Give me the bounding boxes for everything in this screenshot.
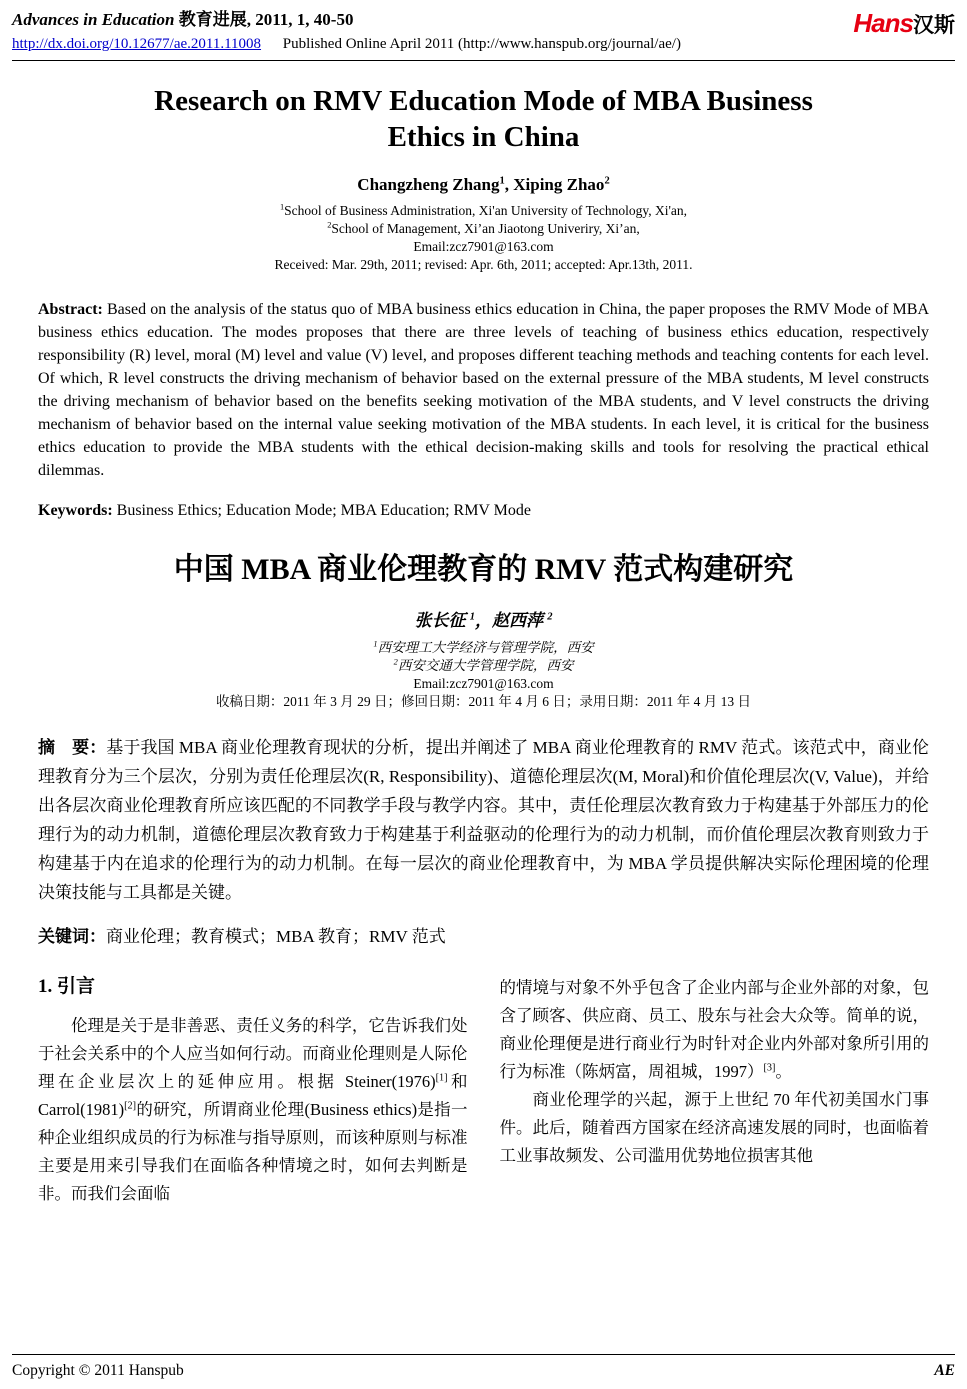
header-divider [12,60,955,61]
email-cn: Email:zcz7901@163.com [413,676,554,691]
right-column [500,974,930,1208]
doi-line [12,34,825,54]
affiliation-2-cn: $^2$西安交通大学管理学院，西安 [393,657,574,673]
abstract-cn [38,733,929,907]
keywords-label-cn: 关键词： [38,927,106,946]
keywords-label-en: Keywords: [38,502,113,519]
affiliation-2-en: $^2$School of Management, Xi’an Jiaotong Univeriry, Xi’an, [327,220,640,236]
section-1-heading: 1. 引言 [38,976,96,997]
abstract-label-en: Abstract: [38,301,103,318]
intro-paragraph-1-continued: 的情境与对象不外乎包含了企业内部与企业外部的对象，包含了顾客、供应商、员工、股东与社会大众等。简单的说，商业伦理便是进行商业行为时针对企业内外部对象所引用的行为标准（陈炳富，周祖城，1997）[3]。 [499,978,929,1081]
keywords-en [38,499,929,522]
affiliation-1-cn: $^1$西安理工大学经济与管理学院，西安 [373,639,594,655]
published-info: Published Online April 2011 (http://www.hanspub.org/journal/ae/) [282,36,681,52]
doi-link[interactable]: http://dx.doi.org/10.12677/ae.2011.11008 [12,36,262,52]
intro-paragraph-2: 商业伦理学的兴起，源于上世纪 70 年代初美国水门事件。此后，随着西方国家在经济高速发展的同时，也面临着工业事故频发、公司滥用优势地位损害其他 [499,1090,929,1165]
issue-info: , 2011, 1, 40-50 [246,10,354,29]
received-dates-cn: 收稿日期：2011 年 3 月 29 日；修回日期：2011 年 4 月 6 日；录用日期：2011 年 4 月 13 日 [215,694,752,709]
abstract-text-cn: 基于我国 MBA 商业伦理教育现状的分析，提出并阐述了 MBA 商业伦理教育的 RMV 范式。该范式中，商业伦理教育分为三个层次，分别为责任伦理层次(R, Responsibility)、道德伦理层次(M, Moral)和价值伦理层次(V, Value)，并给出各层次商业伦理教育所应该匹配的不同教学手段与教学内容。其中，责任伦理层次教育致力于构建基于外部压力的伦理行为的动力机制，道德伦理层次教育致力于构建基于利益驱动的伦理行为的动力机制，而价值伦理层次教育则致力于构建基于内在追求的伦理行为的动力机制。在每一层次的商业伦理教育中，为 MBA 学员提供解决实际伦理困境的伦理决策技能与工具都是关键。 [38,738,930,902]
email-en: Email:zcz7901@163.com [413,239,554,254]
body-columns [38,974,929,1208]
received-dates-en: Received: Mar. 29th, 2011; revised: Apr. 6th, 2011; accepted: Apr.13th, 2011. [274,257,693,272]
paper-title-en: Research on RMV Education Mode of MBA Business Ethics in China [154,85,813,153]
hans-publisher-logo [853,10,955,41]
journal-name-cn: 教育进展 [174,10,247,29]
affiliations-en [38,202,929,274]
affiliations-cn [38,639,929,711]
abstract-en [38,298,929,482]
affiliation-1-en: $^1$School of Business Administration, Xi'an University of Technology, Xi'an, [279,202,688,218]
intro-paragraph-1: 伦理是关于是非善恶、责任义务的科学，它告诉我们处于社会关系中的个人应当如何行动。而商业伦理则是人际伦理在企业层次上的延伸应用。根据 Steiner(1976)[1]和 Carrol(1981)[2]的研究，所谓商业伦理(Business ethics)是指一种企业组织成员的行为标准与指导原则，而该种原则与标准主要是用来引导我们在面临各种情境之时，如何去判断是非。而我们会面临 [38,1016,468,1203]
keywords-cn [38,922,929,951]
authors-en: Changzheng Zhang$^1$, Xiping Zhao$^2$ [357,175,610,194]
page-footer [12,1354,955,1381]
abstract-label-cn: 摘 要： [38,738,107,757]
keywords-text-en: Business Ethics; Education Mode; MBA Education; RMV Mode [112,502,532,519]
left-column [38,974,468,1208]
journal-name-en: Advances in Education [12,10,175,29]
paper-title-cn: 中国 MBA 商业伦理教育的 RMV 范式构建研究 [173,553,794,586]
hans-logo-text: Hans [853,8,913,38]
journal-abbreviation: AE [934,1362,955,1379]
hans-logo-cn-text: 汉斯 [913,14,955,37]
abstract-text-en: Based on the analysis of the status quo of MBA business ethics education in China, the paper proposes the RMV Mode of MBA business ethics education. The modes proposes that there are three levels of teaching of business ethics education, respectively responsibility (R) level, moral (M) level and value (V) level, and proposes different teaching methods and teaching contents for each level. Of which, R level constructs the driving mechanism of behavior based on the external pressure of the MBA students, M level constructs the driving mechanism of behavior based on the benefits seeking motivation of the MBA students, and V level constructs the driving mechanism of behavior based on the internal value seeking motivation of the MBA students. In each level, it is critical for the business ethics education to provide the MBA students with the ethical decision-making skills and tools for resolving the practical ethical dilemmas. [38,301,929,479]
copyright-text: Copyright © 2011 Hanspub [12,1362,184,1379]
authors-cn: 张长征 $^1$，赵西萍 $^2$ [414,611,553,630]
journal-header [12,8,955,61]
journal-info-line [12,8,825,31]
paper-content [12,83,955,1208]
keywords-text-cn: 商业伦理；教育模式；MBA 教育；RMV 范式 [106,927,446,946]
